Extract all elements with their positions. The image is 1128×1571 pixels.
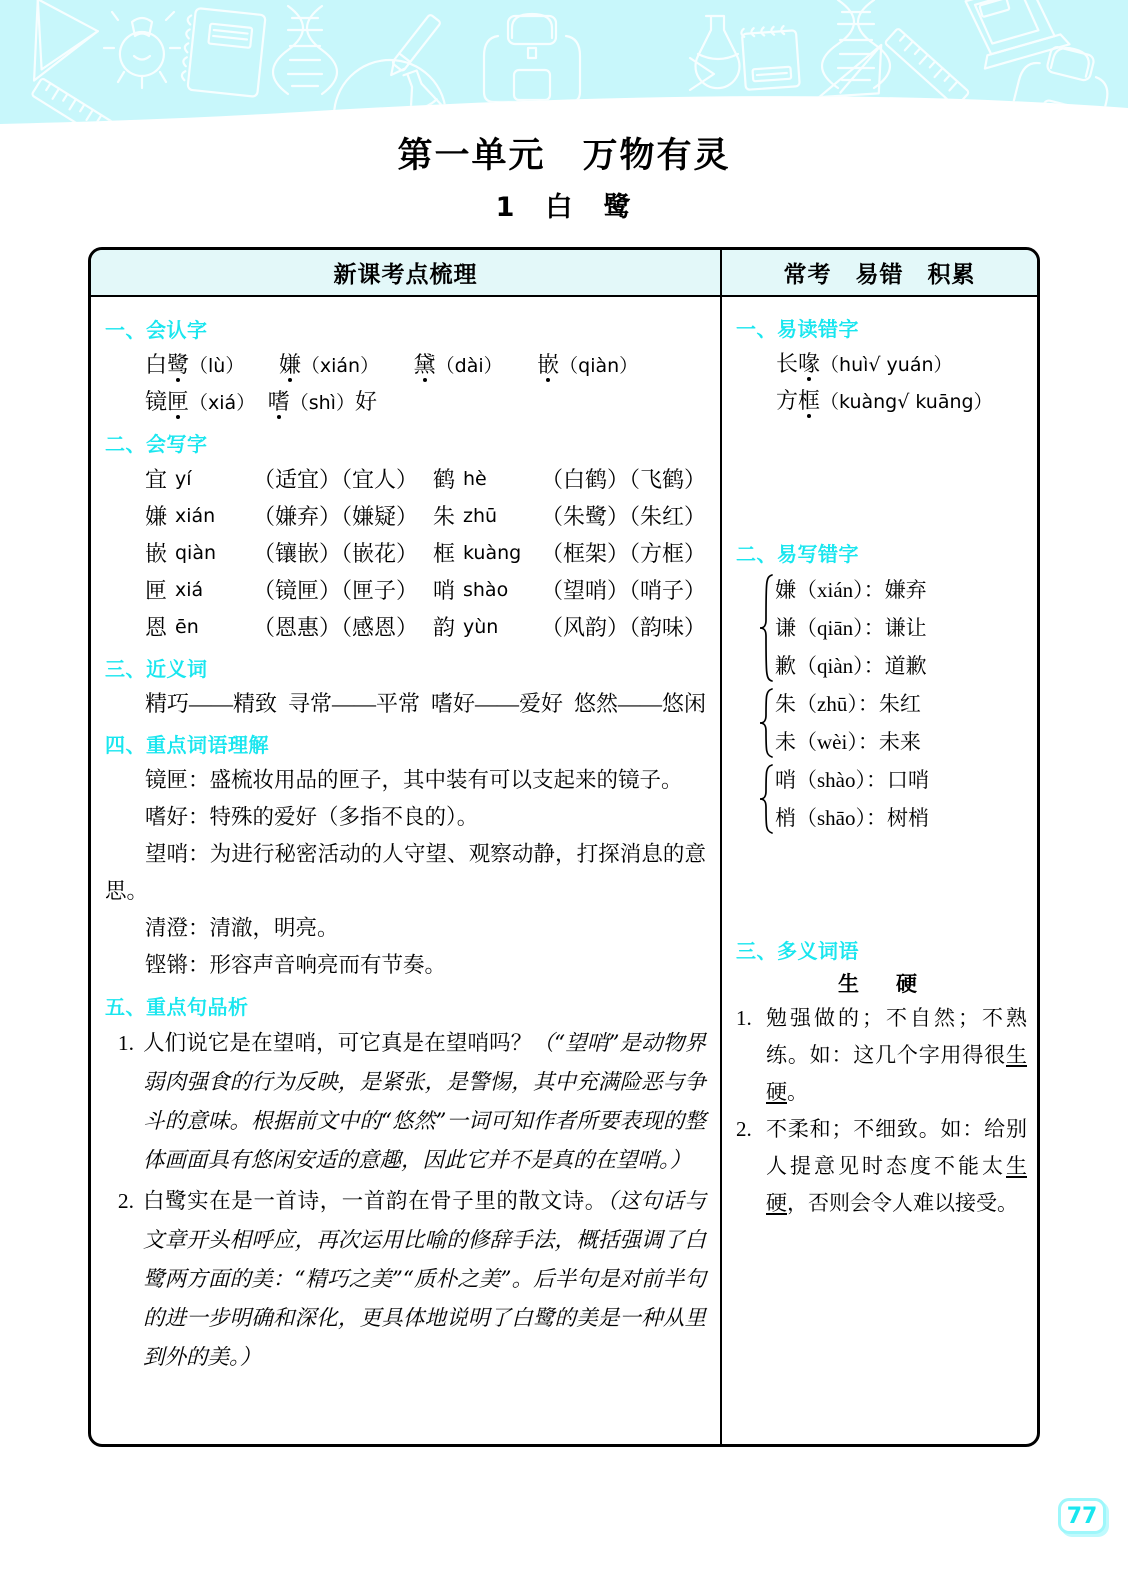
write-char-words: （望哨）（哨子） (540, 578, 706, 603)
synonyms-line: 精巧——精致 寻常——平常 嗜好——爱好 悠然——悠闲 (145, 691, 707, 716)
write-chars-row (105, 535, 706, 572)
sense-text-after: ，否则会令人难以接受。 (787, 1191, 1018, 1215)
write-char-words: （镶嵌）（嵌花） (253, 541, 419, 566)
sentence-main: 人们说它是在望哨，可它真是在望哨吗？ (143, 1031, 533, 1055)
sense-number: 2. (736, 1117, 752, 1141)
miswritten-chars-groups (736, 571, 1027, 837)
section-heading-sentence-analysis: 五、重点句品析 (105, 995, 249, 1019)
miswritten-entry: 歉（qiàn）：道歉 (775, 654, 927, 678)
section-heading-synonyms: 三、近义词 (105, 657, 208, 681)
write-char: 鹤 (432, 467, 455, 492)
sentence-analysis-list (105, 1024, 706, 1377)
write-char-pinyin: shào (462, 579, 509, 601)
key-word-entry: 望哨：为进行秘密活动的人守望、观察动静，打探消息的意思。 (105, 842, 706, 903)
key-word-entry: 清澄：清澈，明亮。 (145, 916, 339, 940)
sentence-analysis-item (105, 1024, 706, 1180)
page-number-badge (1058, 1498, 1106, 1534)
write-chars-row (105, 572, 706, 609)
item-number: 2. (117, 1189, 134, 1213)
section-heading-polysemy: 三、多义词语 (736, 939, 859, 963)
write-char-pinyin: hè (462, 468, 487, 490)
miswritten-entry: 嫌（xián）：嫌弃 (775, 578, 927, 602)
sentence-main: 白鹭实在是一首诗，一首韵在骨子里的散文诗。 (143, 1189, 607, 1213)
item-text (143, 1182, 706, 1377)
sense-text-after: 。 (787, 1080, 808, 1104)
table-header-row (91, 250, 1037, 297)
write-char: 宜 (145, 467, 168, 492)
write-chars-cell (433, 461, 706, 498)
write-char-words: （风韵）（韵味） (540, 615, 706, 640)
write-char: 哨 (432, 578, 455, 603)
sentence-note: （这句话与文章开头相呼应，再次运用比喻的修辞手法，概括强调了白鹭两方面的美：“精巧之美”“质朴之美”。后半句是对前半句的进一步明确和深化，更具体地说明了白鹭的美是一种从里到外的美。） (143, 1189, 706, 1370)
right-column (722, 297, 1037, 1445)
write-char: 匣 (145, 578, 168, 603)
write-char-words: （嫌弃）（嫌疑） (253, 504, 419, 529)
miswritten-entry: 谦（qiān）：谦让 (775, 616, 927, 640)
recognize-chars-line: 镜匣（xiá） 嗜（shì）好 (105, 384, 706, 421)
write-chars-row (105, 498, 706, 535)
miswritten-group (736, 761, 1027, 837)
sense-text-before: 不柔和；不细致。如：给别人提意见时态度不能太 (766, 1117, 1027, 1178)
write-chars-cell (145, 461, 433, 498)
sense-text (766, 1000, 1027, 1111)
write-chars-cell (433, 572, 706, 609)
section-heading-write-chars: 二、会写字 (105, 432, 208, 456)
write-char: 韵 (432, 615, 455, 640)
section-heading-miswritten-chars: 二、易写错字 (736, 542, 859, 566)
table-header-right-label: 常考 易错 积累 (783, 262, 976, 288)
write-char-pinyin: xiá (175, 579, 204, 601)
sense-text-before: 勉强做的；不自然；不熟练。如：这几个字用得很 (766, 1006, 1027, 1067)
curly-brace-icon (758, 761, 775, 837)
polysemy-word: 生 硬 (838, 972, 925, 996)
miswritten-group-rows (775, 761, 929, 837)
miswritten-entry: 朱（zhū）：朱红 (775, 692, 921, 716)
section-heading-key-words: 四、重点词语理解 (105, 733, 269, 757)
key-words-list (105, 762, 706, 984)
write-char-pinyin: yí (175, 468, 192, 490)
write-chars-cell (433, 498, 706, 535)
lesson-title: 1 白 鹭 (495, 192, 633, 223)
content-table (88, 247, 1040, 1447)
write-char-words: （框架）（方框） (540, 541, 706, 566)
curly-brace-icon (758, 685, 775, 761)
key-word-entry: 镜匣：盛梳妆用品的匣子，其中装有可以支起来的镜子。 (145, 768, 683, 792)
key-word-entry: 嗜好：特殊的爱好（多指不良的）。 (145, 805, 479, 829)
write-char: 朱 (432, 504, 455, 529)
write-char-pinyin: ēn (175, 616, 199, 638)
miswritten-group-rows (775, 685, 921, 761)
miswritten-group-rows (775, 571, 927, 685)
write-chars-cell (145, 609, 433, 646)
write-char-pinyin: qiàn (175, 542, 217, 564)
left-column (91, 297, 722, 1445)
page-number-label: 77 (1066, 1503, 1098, 1529)
polysemy-sense (736, 1111, 1027, 1222)
sentence-analysis-item (105, 1182, 706, 1377)
table-body-row (91, 297, 1037, 1445)
table-header-left-cell (91, 250, 722, 295)
sense-number: 1. (736, 1006, 752, 1030)
miswritten-group (736, 571, 1027, 685)
write-char-words: （恩惠）（感恩） (253, 615, 419, 640)
miswritten-entry: 梢（shāo）：树梢 (775, 806, 929, 830)
miswritten-entry: 未（wèi）：未来 (775, 730, 921, 754)
polysemy-sense-list (736, 1000, 1027, 1222)
item-number: 1. (117, 1031, 134, 1055)
write-char: 框 (432, 541, 455, 566)
write-char-words: （镜匣）（匣子） (253, 578, 419, 603)
miswritten-group (736, 685, 1027, 761)
sense-text (766, 1111, 1027, 1222)
curly-brace-icon (758, 571, 775, 685)
unit-title: 第一单元 万物有灵 (397, 136, 731, 176)
recognize-chars-line: 白鹭（lù） 嫌（xián） 黛（dài） 嵌（qiàn） (105, 347, 706, 384)
miswritten-entry: 哨（shào）：口哨 (775, 768, 929, 792)
sense-underlined-word: 生硬 (766, 1154, 1027, 1215)
polysemy-sense (736, 1000, 1027, 1111)
misread-chars-line: 长喙（huì√ yuán） (736, 346, 1027, 383)
misread-chars-line: 方框（kuàng√ kuāng） (736, 383, 1027, 420)
write-char-words: （朱鹭）（朱红） (540, 504, 706, 529)
sense-underlined-word: 生硬 (766, 1043, 1027, 1104)
decorative-header-band (0, 0, 1128, 125)
write-char-pinyin: zhū (462, 505, 498, 527)
write-chars-row (105, 461, 706, 498)
write-char: 恩 (145, 615, 168, 640)
item-text (143, 1024, 706, 1180)
write-char: 嵌 (145, 541, 168, 566)
write-chars-cell (433, 609, 706, 646)
write-char-words: （适宜）（宜人） (253, 467, 419, 492)
section-heading-misread-chars: 一、易读错字 (736, 317, 859, 341)
section-heading-recognize-chars: 一、会认字 (105, 318, 208, 342)
write-char-words: （白鹤）（飞鹤） (540, 467, 706, 492)
write-chars-row (105, 609, 706, 646)
write-chars-cell (145, 535, 433, 572)
table-header-left-label: 新课考点梳理 (333, 262, 478, 288)
sentence-note: （“望哨”是动物界弱肉强食的行为反映，是紧张，是警惕，其中充满险恶与争斗的意味。根据前文中的“悠然”一词可知作者所要表现的整体画面具有悠闲安适的意趣，因此它并不是真的在望哨。） (143, 1031, 706, 1173)
table-header-right-cell (722, 250, 1037, 295)
write-char-pinyin: xián (175, 505, 216, 527)
write-chars-cell (145, 498, 433, 535)
write-char-pinyin: kuàng (462, 542, 522, 564)
write-chars-cell (145, 572, 433, 609)
write-chars-grid (105, 461, 706, 646)
write-char-pinyin: yùn (462, 616, 499, 638)
key-word-entry: 铿锵：形容声音响亮而有节奏。 (145, 953, 447, 977)
write-char: 嫌 (145, 504, 168, 529)
write-chars-cell (433, 535, 706, 572)
